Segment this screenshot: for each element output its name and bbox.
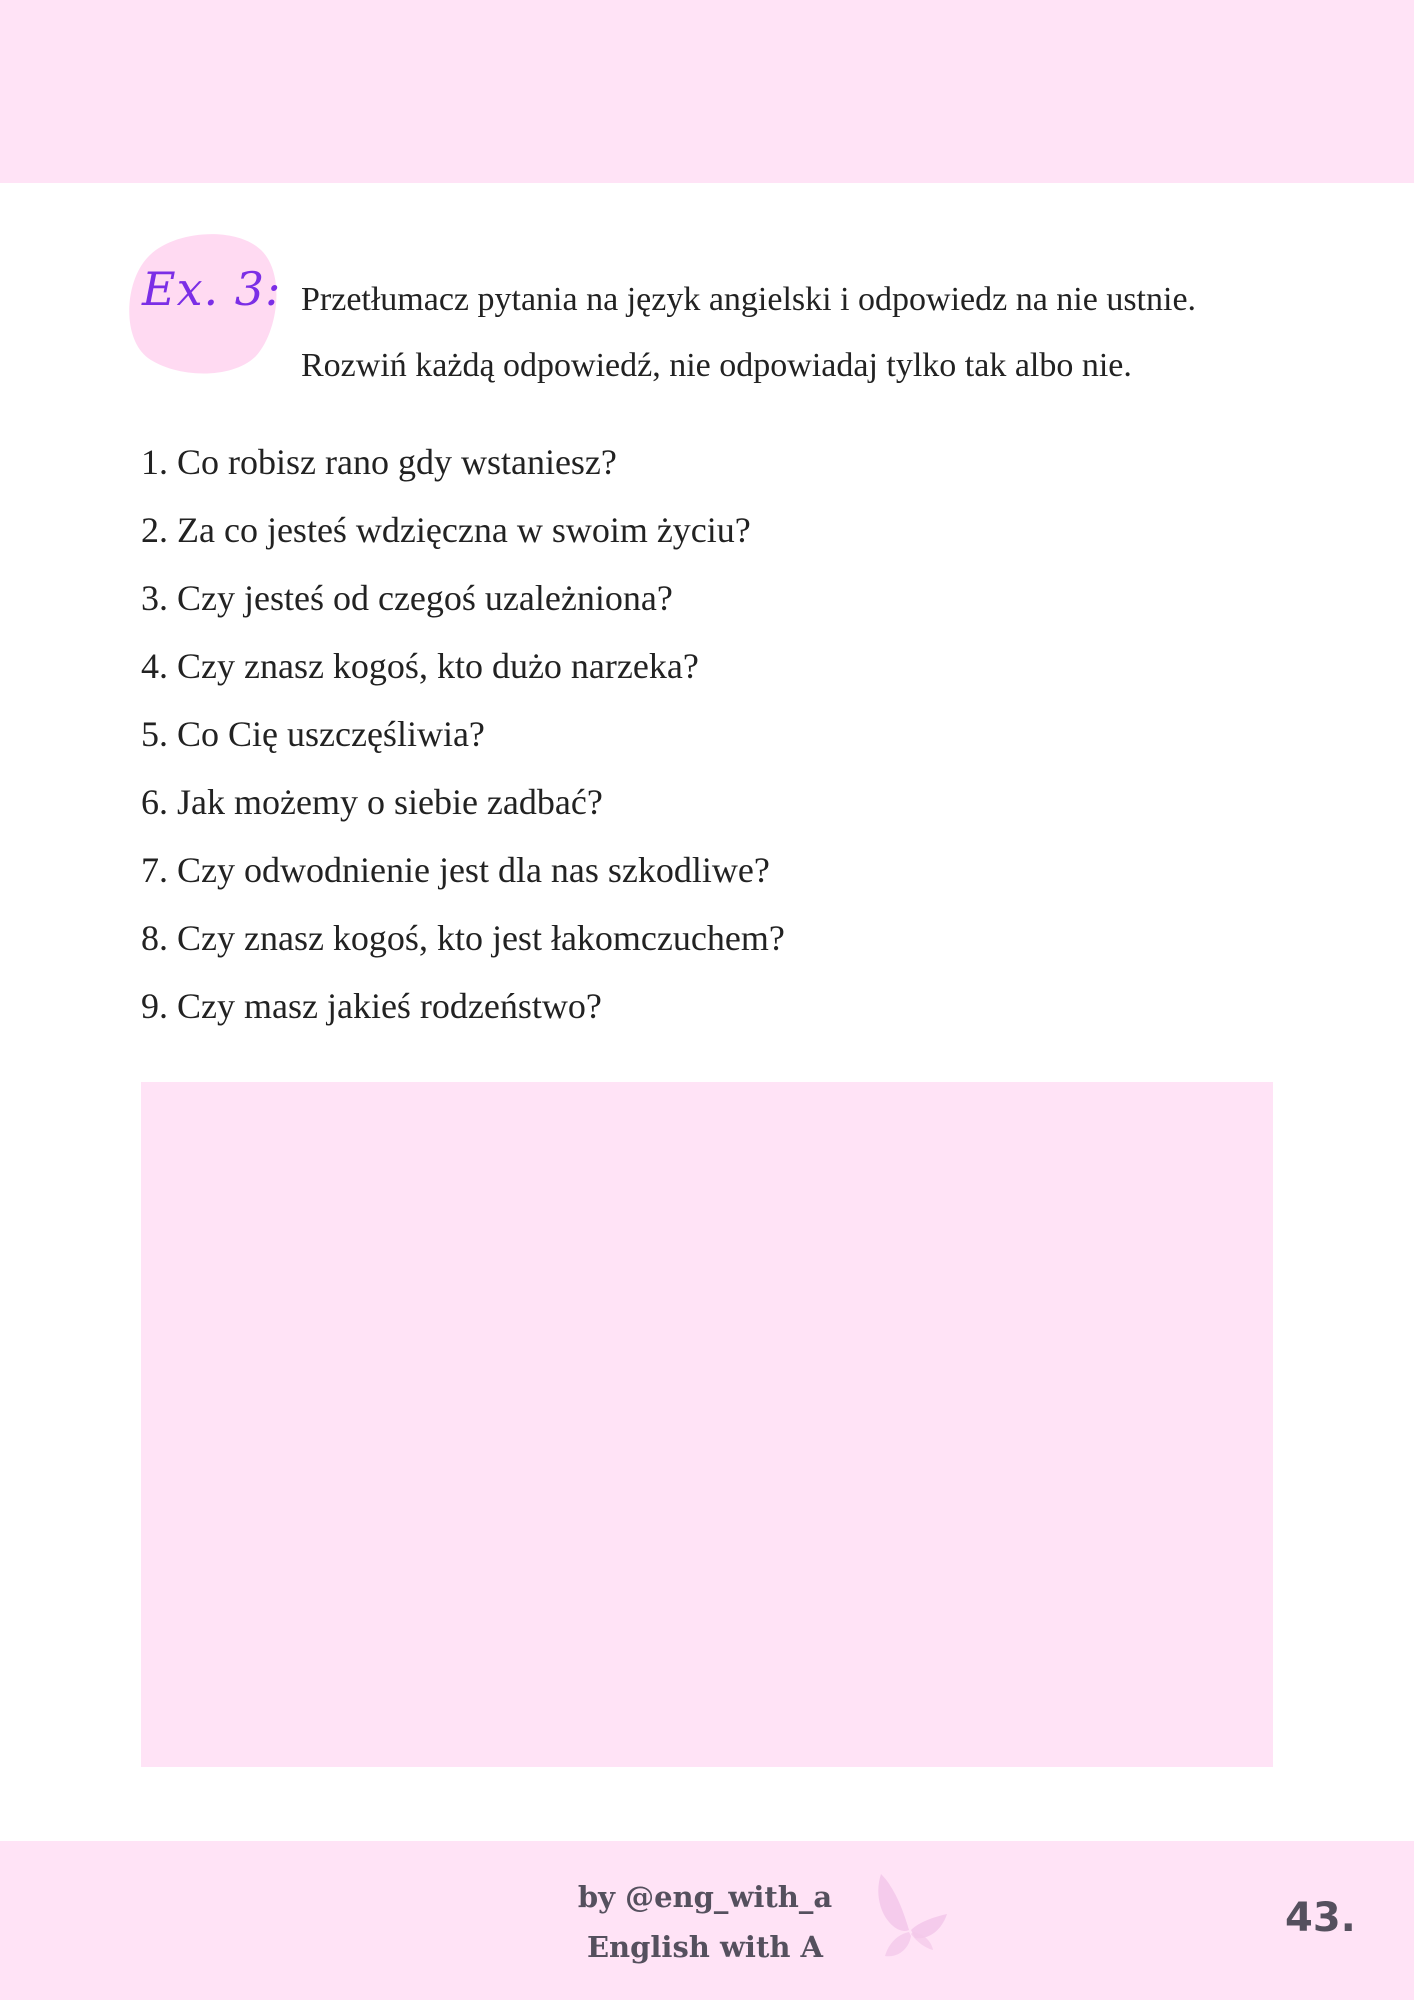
exercise-badge — [118, 232, 282, 377]
question-item: 2. Za co jesteś wdzięczna w swoim życiu? — [141, 510, 751, 550]
exercise-label: Ex. 3: — [142, 262, 282, 316]
instructions — [301, 275, 1341, 407]
page-number: 43. — [1285, 1895, 1356, 1941]
question-item: 8. Czy znasz kogoś, kto jest łakomczuchem? — [141, 918, 785, 958]
footer-brand: English with A — [586, 1930, 824, 1964]
question-item: 6. Jak możemy o siebie zadbać? — [141, 782, 603, 822]
butterfly-icon — [865, 1870, 955, 1962]
footer-credits — [505, 1872, 905, 1972]
header-band — [0, 0, 1414, 183]
instruction-line: Przetłumacz pytania na język angielski i odpowiedz na nie ustnie. — [301, 281, 1197, 318]
question-item: 1. Co robisz rano gdy wstaniesz? — [141, 442, 617, 482]
question-item: 9. Czy masz jakieś rodzeństwo? — [141, 986, 602, 1026]
question-item: 5. Co Cię uszczęśliwia? — [141, 714, 485, 754]
instruction-line: Rozwiń każdą odpowiedź, nie odpowiadaj tylko tak albo nie. — [301, 347, 1132, 384]
footer-author: by @eng_with_a — [577, 1880, 833, 1914]
question-item: 4. Czy znasz kogoś, kto dużo narzeka? — [141, 646, 699, 686]
question-item: 7. Czy odwodnienie jest dla nas szkodliwe? — [141, 850, 770, 890]
question-item: 3. Czy jesteś od czegoś uzależniona? — [141, 578, 673, 618]
question-list — [141, 434, 1281, 1046]
answer-area — [141, 1082, 1273, 1767]
